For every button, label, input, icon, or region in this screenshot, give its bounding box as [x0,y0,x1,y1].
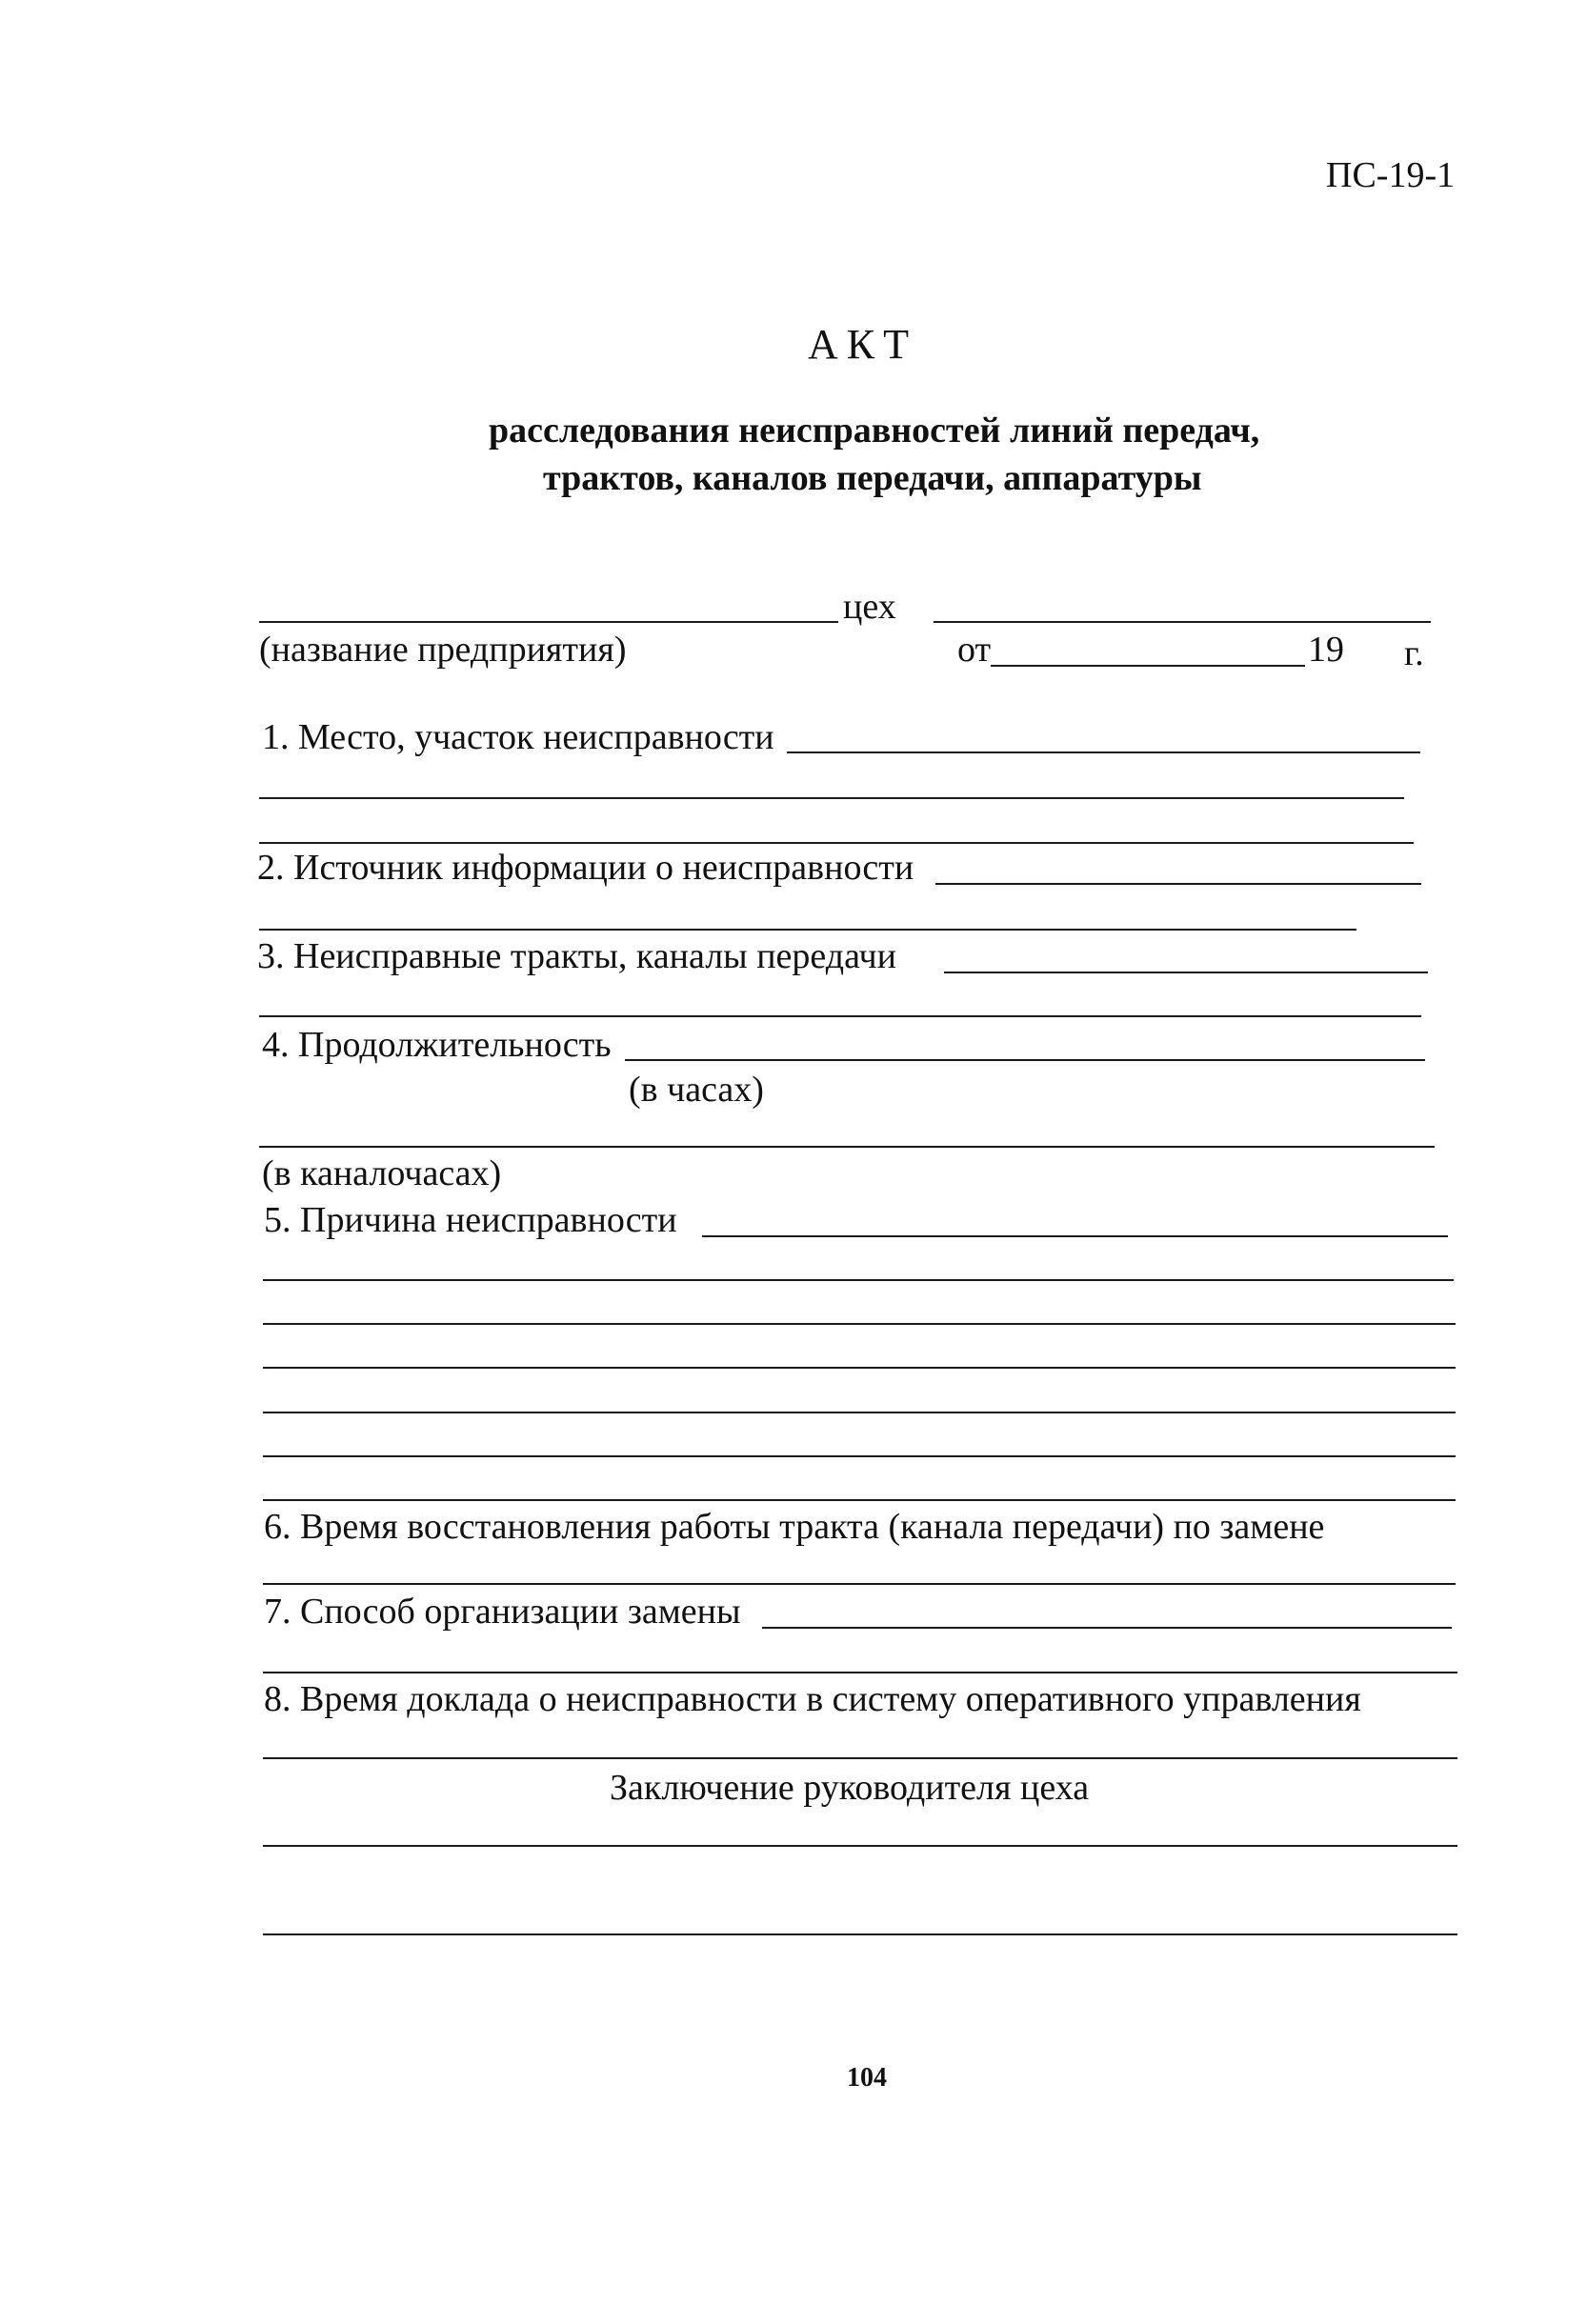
conclusion-line-1[interactable] [263,1845,1457,1847]
item8-label: 8. Время доклада о неисправности в систему оперативного управления [264,1679,1361,1719]
year-suffix: г. [1404,633,1424,673]
item5-label: 5. Причина неисправности [264,1200,677,1240]
item4-line[interactable] [625,1059,1425,1061]
item7-line[interactable] [762,1627,1452,1629]
item4-channel-hours-line[interactable] [259,1146,1435,1148]
shop-label: цех [843,587,896,627]
item1-line[interactable] [787,751,1420,753]
item7-line-2[interactable] [263,1672,1457,1673]
item1-line-2[interactable] [259,797,1404,799]
item1-label: 1. Место, участок неисправности [262,717,774,757]
item2-line[interactable] [935,883,1421,885]
item7-label: 7. Способ организации замены [264,1592,741,1632]
document-subtitle-line1: расследования неисправностей линий передач, [489,411,1260,451]
item5-line-3[interactable] [263,1323,1456,1325]
from-label: от [957,630,992,670]
date-line[interactable] [991,665,1305,667]
item3-line-2[interactable] [259,1015,1421,1017]
item2-line-2[interactable] [259,929,1356,931]
document-title: АКТ [808,321,917,368]
item1-line-3[interactable] [259,842,1414,844]
item3-label: 3. Неисправные тракты, каналы передачи [257,936,896,976]
enterprise-caption: (название предприятия) [259,630,627,670]
item5-line[interactable] [702,1235,1448,1237]
item5-line-6[interactable] [263,1455,1456,1457]
document-subtitle-line2: трактов, каналов передачи, аппаратуры [543,458,1202,498]
item8-line[interactable] [263,1757,1457,1759]
item4-label: 4. Продолжительность [262,1025,612,1065]
item5-line-4[interactable] [263,1367,1456,1369]
item4-hours-caption: (в часах) [629,1070,764,1110]
item4-channel-hours-caption: (в каналочасах) [262,1153,502,1193]
year-prefix: 19 [1308,630,1344,670]
item6-line[interactable] [263,1583,1456,1585]
item5-line-2[interactable] [263,1279,1454,1281]
item2-label: 2. Источник информации о неисправности [257,848,914,888]
item6-label: 6. Время восстановления работы тракта (канала передачи) по замене [264,1507,1325,1547]
item5-line-7[interactable] [263,1499,1456,1501]
conclusion-line-2[interactable] [263,1933,1457,1935]
shop-name-line[interactable] [934,621,1431,623]
page-number: 104 [847,2063,887,2093]
form-code: ПС-19-1 [1326,155,1456,195]
item3-line[interactable] [944,972,1428,973]
conclusion-label: Заключение руководителя цеха [610,1768,1090,1808]
item5-line-5[interactable] [263,1412,1456,1413]
enterprise-name-line[interactable] [259,621,838,623]
